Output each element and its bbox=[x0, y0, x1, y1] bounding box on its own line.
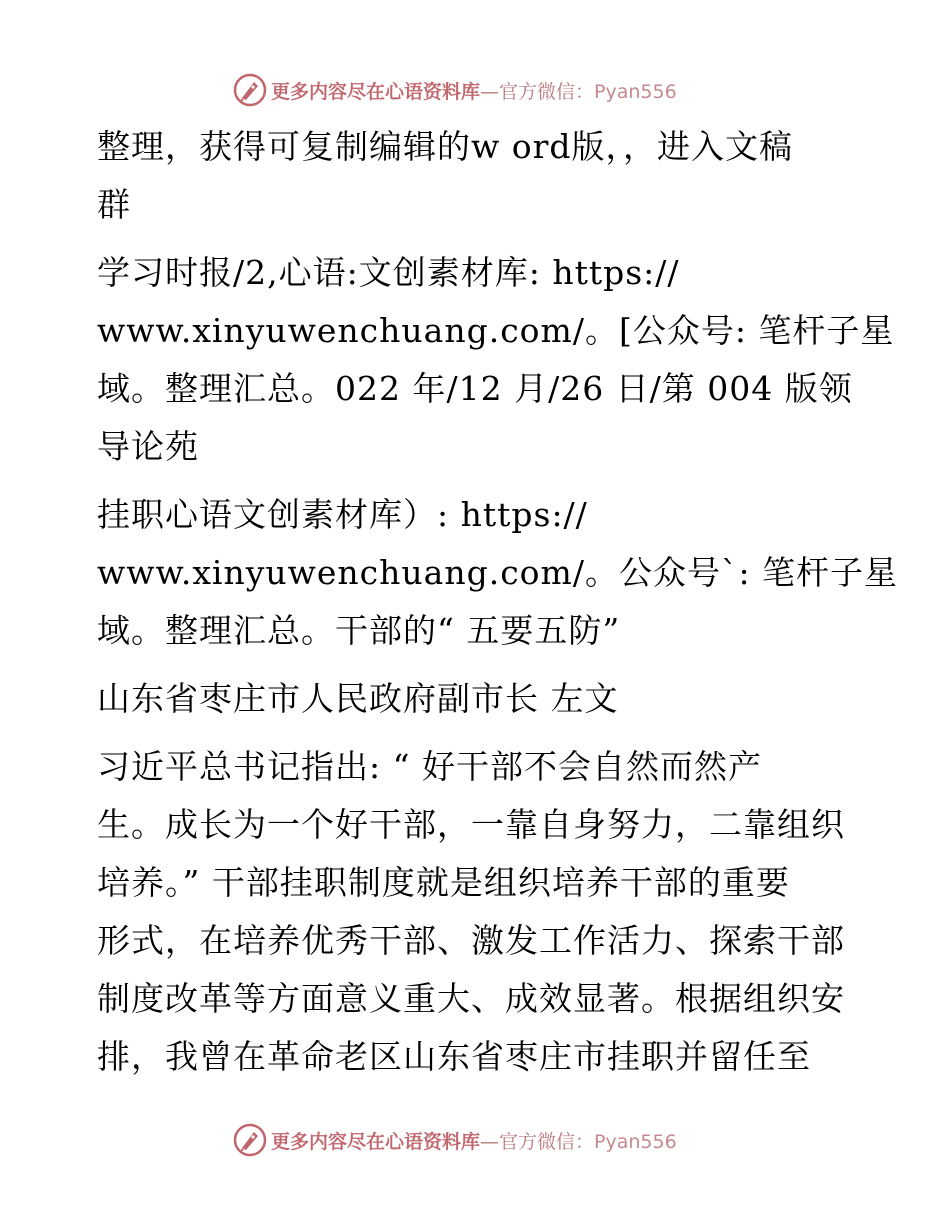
text-line: 挂职心语文创素材库）: https:// bbox=[97, 495, 588, 534]
banner-wechat-id: Pyan556 bbox=[594, 1130, 677, 1153]
text-line: 形式，在培养优秀干部、激发工作活力、探索干部 bbox=[97, 921, 845, 960]
text-line: 排，我曾在革命老区山东省枣庄市挂职并留任至 bbox=[97, 1037, 811, 1076]
banner-text bbox=[271, 77, 677, 104]
banner-separator: — bbox=[480, 80, 500, 103]
text-line: 学习时报/2,心语:文创素材库: https:// bbox=[97, 253, 680, 292]
banner-wechat-id: Pyan556 bbox=[594, 80, 677, 103]
text-line: 群 bbox=[97, 185, 131, 224]
header-watermark-banner bbox=[233, 72, 677, 108]
text-line: www.xinyuwenchuang.com/。[公众号: 笔杆子星 bbox=[97, 311, 895, 350]
text-line: 导论苑 bbox=[97, 427, 199, 466]
author-line bbox=[97, 670, 857, 728]
banner-text bbox=[271, 1127, 677, 1154]
pen-nib-logo-icon bbox=[233, 73, 267, 107]
text-line: 域。整理汇总。022 年/12 月/26 日/第 004 版领 bbox=[97, 369, 853, 408]
text-line: 山东省枣庄市人民政府副市长 左文 bbox=[97, 679, 619, 718]
text-line: 整理，获得可复制编辑的w ord版，，进入文稿 bbox=[97, 127, 794, 166]
text-line: 域。整理汇总。干部的“ 五要五防” bbox=[97, 611, 621, 650]
banner-brand: 更多内容尽在心语资料库 bbox=[271, 80, 481, 103]
paragraph-2 bbox=[97, 244, 895, 476]
text-line: 生。成长为一个好干部，一靠自身努力，二靠组织 bbox=[97, 805, 845, 844]
banner-brand: 更多内容尽在心语资料库 bbox=[271, 1130, 481, 1153]
text-line: 制度改革等方面意义重大、成效显著。根据组织安 bbox=[97, 979, 845, 1018]
banner-wechat-label: 官方微信： bbox=[499, 80, 595, 103]
text-line: www.xinyuwenchuang.com/。公众号`: 笔杆子星 bbox=[97, 553, 899, 592]
text-line: 培养。” 干部挂职制度就是组织培养干部的重要 bbox=[97, 863, 790, 902]
document-body bbox=[97, 118, 899, 1096]
paragraph-1 bbox=[97, 118, 857, 234]
pen-nib-logo-icon bbox=[233, 1123, 267, 1157]
paragraph-5 bbox=[97, 738, 857, 1086]
text-line: 习近平总书记指出: “ 好干部不会自然而然产 bbox=[97, 747, 762, 786]
banner-wechat-label: 官方微信： bbox=[499, 1130, 595, 1153]
banner-separator: — bbox=[480, 1130, 500, 1153]
footer-watermark-banner bbox=[233, 1122, 677, 1158]
paragraph-3 bbox=[97, 486, 899, 660]
